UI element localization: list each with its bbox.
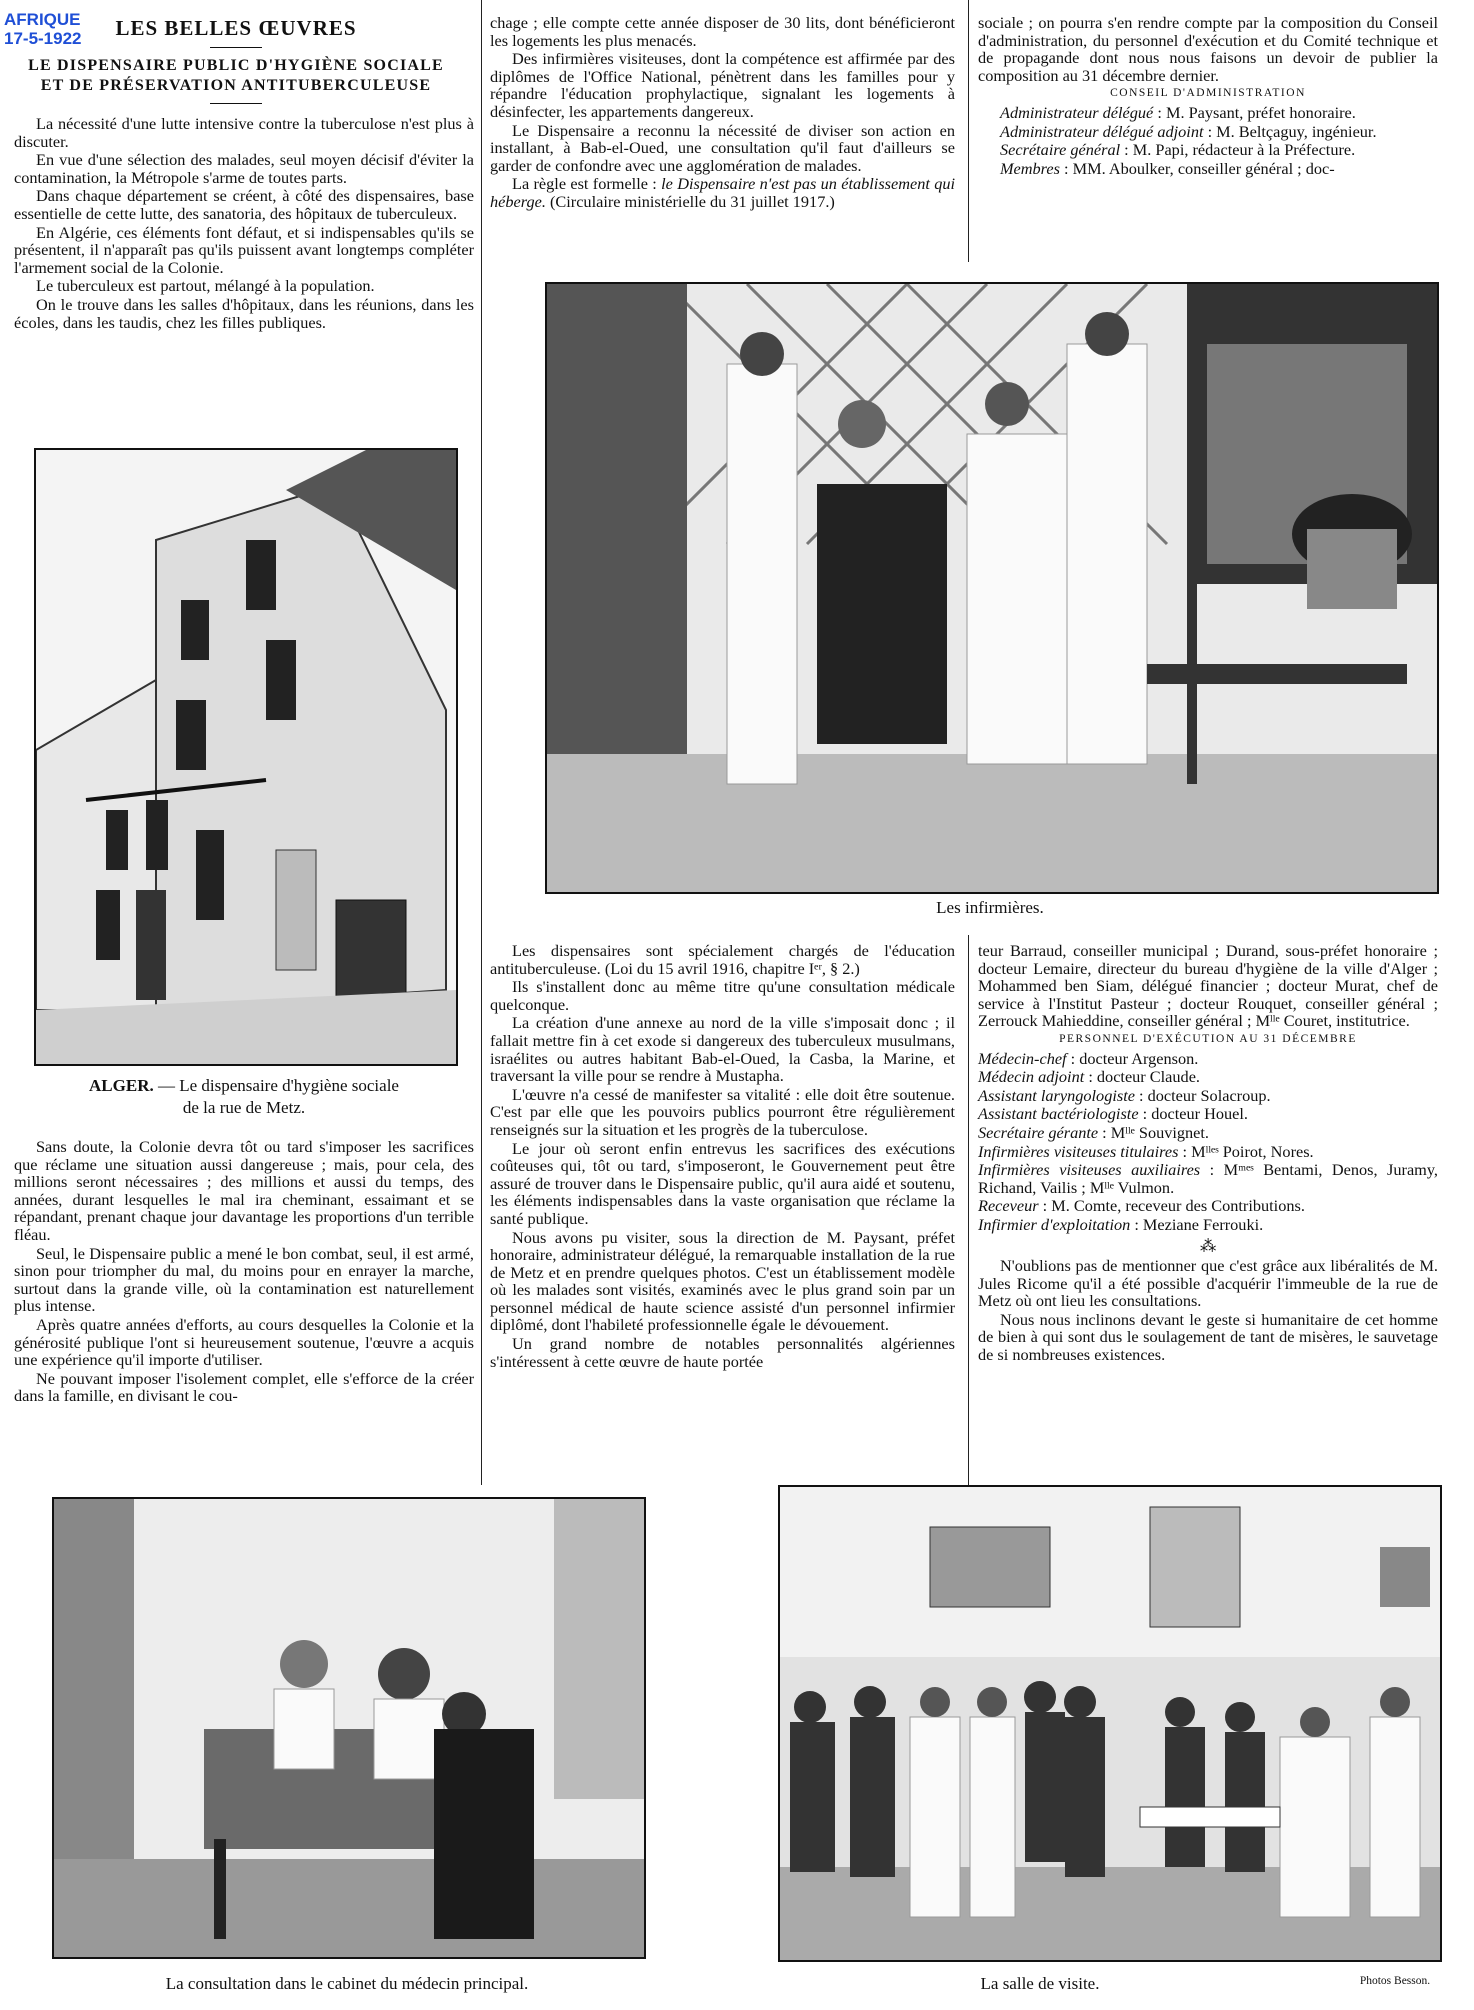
waiting-room-illustration xyxy=(780,1487,1440,1960)
stars-separator: ⁂ xyxy=(1199,1235,1217,1255)
paragraph: Nous avons pu visiter, sous la direction de M. Paysant, préfet honoraire, administrateur délégué, la remarquable installation de la rue de Metz et en prendre quelques photos. C'est un établissement modèle où les malades sont visités, examinés avec le plus grand soin par un personnel médical de haute science assisté d'un personnel infirmier diplômé, dont l'habileté professionnelle égale le dévouement. xyxy=(490,1227,955,1335)
board-entry xyxy=(978,104,1438,122)
paragraph: N'oublions pas de mentionner que c'est grâce aux libéralités de M. Jules Ricome qu'il a été possible d'acquérir l'immeuble de la rue de Metz où ont lieu les consultations. xyxy=(978,1256,1438,1311)
paragraph: Après quatre années d'efforts, au cours desquelles la Colonie et la générosité publique l'ont si heureusement soutenue, l'œuvre a acquis une expérience qu'il importe d'utiliser. xyxy=(14,1314,474,1370)
col3-top-text xyxy=(978,14,1438,178)
column-rule-1 xyxy=(481,0,482,1485)
paragraph: Le Dispensaire a reconnu la nécessité de diviser son action en installant, à Bab-el-Oued, une consultation qu'il faut d'ailleurs se garder de confondre avec une agglomération de malades. xyxy=(490,120,955,175)
board-text: : M. Beltçaguy, ingénieur. xyxy=(1203,121,1377,141)
source-date: 17-5-1922 xyxy=(4,29,82,48)
nurses-photo xyxy=(545,282,1439,894)
paragraph: En Algérie, ces éléments font défaut, et si indispensables qu'ils se présentent, il n'apparaît pas qu'ils puissent avant longtemps compléter l'armement social de la Colonie. xyxy=(14,222,474,277)
section-heading-board: CONSEIL D'ADMINISTRATION xyxy=(1110,87,1306,100)
building-caption-place: ALGER. xyxy=(89,1076,154,1095)
staff-role: Médecin-chef xyxy=(978,1048,1067,1068)
rule-citation: (Circulaire ministérielle du 31 juillet 1917.) xyxy=(545,191,835,211)
staff-text: : docteur Claude. xyxy=(1084,1067,1200,1087)
staff-entry xyxy=(978,1197,1438,1215)
staff-role: Infirmier d'exploitation xyxy=(978,1214,1131,1234)
paragraph: sociale ; on pourra s'en rendre compte par la composition du Conseil d'administration, du personnel d'exécution et du Comité technique et de propagande dont nous nous faisons un devoir de publier la composition au 31 décembre dernier. xyxy=(978,13,1438,85)
staff-text: : Meziane Ferrouki. xyxy=(1130,1214,1264,1234)
board-role: Membres xyxy=(1000,158,1060,178)
board-text: : M. Papi, rédacteur à la Préfecture. xyxy=(1120,140,1356,160)
paragraph xyxy=(490,175,955,210)
paragraph: La nécessité d'une lutte intensive contre la tuberculose n'est plus à discuter. xyxy=(14,114,474,151)
col3-bottom-text xyxy=(978,942,1438,1365)
staff-entry xyxy=(978,1161,1438,1196)
paragraph: chage ; elle compte cette année disposer de 30 lits, dont bénéficieront les logements les plus menacés. xyxy=(490,13,955,50)
board-role: Secrétaire général xyxy=(1000,140,1121,160)
staff-entry xyxy=(978,1068,1438,1086)
staff-role: Médecin adjoint xyxy=(978,1067,1085,1087)
board-entry xyxy=(978,123,1438,141)
rule-italic: le Dispensaire n'est pas un établissement qui héberge. xyxy=(490,174,955,211)
paragraph: Un grand nombre de notables personnalités algériennes s'intéressent à cette œuvre de haute portée xyxy=(490,1334,955,1371)
staff-role: Infirmières visiteuses titulaires xyxy=(978,1141,1179,1161)
article-title-line2: ET DE PRÉSERVATION ANTITUBERCULEUSE xyxy=(40,77,432,94)
staff-text: : M. Comte, receveur des Contributions. xyxy=(1038,1196,1305,1216)
staff-text: : Mˡˡᵉˢ Poirot, Nores. xyxy=(1178,1141,1314,1161)
waiting-room-caption: La salle de visite. xyxy=(980,1974,1100,1993)
consultation-illustration xyxy=(54,1499,644,1957)
staff-text: : docteur Argenson. xyxy=(1066,1048,1199,1068)
board-role: Administrateur délégué adjoint xyxy=(1000,121,1204,141)
col2-top-text xyxy=(490,14,955,212)
staff-text: : docteur Houel. xyxy=(1138,1104,1248,1124)
board-entry xyxy=(978,160,1438,178)
col1-bottom-text xyxy=(14,1138,474,1406)
section-heading-staff: PERSONNEL D'EXÉCUTION AU 31 DÉCEMBRE xyxy=(1059,1032,1357,1045)
waiting-room-photo xyxy=(778,1485,1442,1962)
paragraph: Ne pouvant imposer l'isolement complet, elle s'efforce de la créer dans la famille, en divisant le cou- xyxy=(14,1368,474,1406)
staff-entry xyxy=(978,1050,1438,1068)
article-title-line1: LE DISPENSAIRE PUBLIC D'HYGIÈNE SOCIALE xyxy=(28,57,444,74)
staff-role: Assistant bactériologiste xyxy=(978,1104,1139,1124)
source-label: AFRIQUE xyxy=(4,10,81,29)
board-text: : M. Paysant, préfet honoraire. xyxy=(1153,102,1356,122)
paragraph: La création d'une annexe au nord de la ville s'imposait donc ; il fallait mettre fin à cet exode si dangereux des tuberculeux musulmans, israélites ou autres habitant Bab-el-Oued, la Casba, la Marine, et traversant la ville pour se rendre à Mustapha. xyxy=(490,1013,955,1086)
staff-entry xyxy=(978,1143,1438,1161)
heading-rule xyxy=(210,47,262,48)
building-caption-line1 xyxy=(34,1075,454,1097)
paragraph: On le trouve dans les salles d'hôpitaux, dans les réunions, dans les écoles, dans les taudis, chez les filles publiques. xyxy=(14,294,474,332)
nurses-caption: Les infirmières. xyxy=(936,898,1044,917)
building-caption-text: — Le dispensaire d'hygiène sociale xyxy=(153,1076,399,1095)
paragraph: Le jour où seront enfin entrevus les sacrifices des exécutions coûteuses qui, tôt ou tard, s'imposeront, le Gouvernement peut être assuré de trouver dans le Dispensaire public, qu'il aura aidé et soutenu, les éléments indispensables dans la vaste organisation que réclame la santé publique. xyxy=(490,1138,955,1228)
staff-entry xyxy=(978,1105,1438,1123)
paragraph: Des infirmières visiteuses, dont la compétence est affirmée par des diplômes de l'Office National, pénètrent dans les familles pour y répandre l'éducation prophylactique, signalant les logements à désinfecter, les appartements dangereux. xyxy=(490,49,955,121)
board-text: : MM. Aboulker, conseiller général ; doc- xyxy=(1059,158,1335,178)
staff-role: Assistant laryngologiste xyxy=(978,1085,1135,1105)
paragraph: Ils s'installent donc au même titre qu'une consultation médicale quelconque. xyxy=(490,977,955,1014)
rule-text: La règle est formelle : xyxy=(512,174,662,194)
title-rule xyxy=(210,103,262,104)
column-rule-3 xyxy=(968,935,969,1485)
paragraph: Seul, le Dispensaire public a mené le bon combat, seul, il est armé, sinon pour triompher du mal, du moins pour en enrayer la marche, surtout dans la grande ville, où la contamination est naturellement plus intense. xyxy=(14,1243,474,1316)
staff-role: Receveur xyxy=(978,1196,1039,1216)
photo-credit: Photos Besson. xyxy=(1359,1975,1431,1987)
building-photo xyxy=(34,448,458,1066)
col1-top-text xyxy=(14,115,474,332)
staff-text: : Mˡˡᵉ Souvignet. xyxy=(1098,1122,1210,1142)
board-role: Administrateur délégué xyxy=(1000,102,1154,122)
paragraph: Le tuberculeux est partout, mélangé à la population. xyxy=(36,276,375,296)
paragraph: Sans doute, la Colonie devra tôt ou tard s'imposer les sacrifices que réclame une situation aussi dangereuse ; mais, pour cela, des millions seront nécessaires ; des millions et aussi du temps, des années, durant lesquelles le mal ira cheminant, essaimant et se répandant, prenant chaque jour davantage les proportions d'un terrible fléau. xyxy=(14,1137,474,1244)
consultation-photo xyxy=(52,1497,646,1959)
article-title xyxy=(0,56,472,96)
staff-entry xyxy=(978,1087,1438,1105)
paragraph: teur Barraud, conseiller municipal ; Durand, sous-préfet honoraire ; docteur Lemaire, directeur du bureau d'hygiène de la ville d'Alger ; Mohammed ben Siam, délégué financier ; docteur Murat, chef de service à l'Institut Pasteur ; docteur Rouquet, conseiller général ; Zerrouck Mahieddine, conseiller général ; Mˡˡᵉ Couret, institutrice. xyxy=(978,941,1438,1031)
nurses-illustration xyxy=(547,284,1437,892)
building-illustration xyxy=(36,450,456,1064)
section-heading: LES BELLES ŒUVRES xyxy=(115,16,357,40)
col2-bottom-text xyxy=(490,942,955,1371)
paragraph: Nous nous inclinons devant le geste si humanitaire de cet homme de bien à qui sont dus le soulagement de tant de misères, le sauvetage de si nombreuses existences. xyxy=(978,1309,1438,1365)
column-rule-2 xyxy=(968,0,969,262)
staff-role: Infirmières visiteuses auxiliaires xyxy=(978,1160,1201,1180)
building-caption xyxy=(34,1075,454,1119)
paragraph: L'œuvre n'a cessé de manifester sa vitalité : elle doit être soutenue. C'est par elle que les pouvoirs publics pourront être régulièrement renseignés sur la situation et les progrès de la tuberculose. xyxy=(490,1084,955,1139)
staff-role: Secrétaire gérante xyxy=(978,1122,1099,1142)
staff-text: : docteur Solacroup. xyxy=(1134,1085,1271,1105)
paragraph: Dans chaque département se créent, à côté des dispensaires, base essentielle de cette lutte, des sanatoria, des hôpitaux de tuberculeux. xyxy=(14,186,474,223)
consultation-caption: La consultation dans le cabinet du médecin principal. xyxy=(165,1974,529,1993)
staff-text: : Mᵐᵉˢ Bentami, Denos, Juramy, Richand, Vailis ; Mˡˡᵉ Vulmon. xyxy=(978,1160,1438,1197)
paragraph: Les dispensaires sont spécialement chargés de l'éducation antituberculeuse. (Loi du 15 avril 1916, chapitre Iᵉʳ, § 2.) xyxy=(490,941,955,978)
staff-entry xyxy=(978,1216,1438,1234)
building-caption-line2: de la rue de Metz. xyxy=(182,1098,306,1117)
paragraph: En vue d'une sélection des malades, seul moyen décisif d'éviter la contamination, la Métropole s'arme de toutes parts. xyxy=(14,150,474,187)
staff-entry xyxy=(978,1124,1438,1142)
board-entry xyxy=(978,141,1438,159)
